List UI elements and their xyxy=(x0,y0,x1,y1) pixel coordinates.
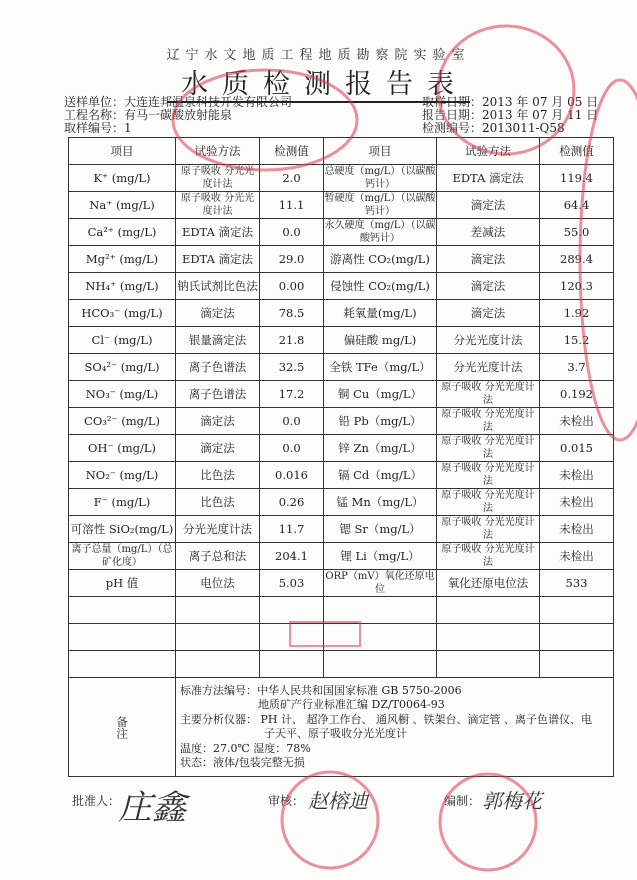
item-cell: SO₄²⁻ (mg/L) xyxy=(69,354,176,381)
item-cell: K⁺ (mg/L) xyxy=(69,165,176,192)
method-cell: EDTA 滴定法 xyxy=(437,165,540,192)
method-cell: EDTA 滴定法 xyxy=(176,219,260,246)
item-cell: 侵蚀性 CO₂(mg/L) xyxy=(324,273,437,300)
method-cell: 原子吸收 分光光度计法 xyxy=(437,381,540,408)
value-cell: 5.03 xyxy=(260,570,324,597)
item-cell: 铅 Pb（mg/L） xyxy=(324,408,437,435)
item-cell: 耗氧量(mg/L) xyxy=(324,300,437,327)
method-cell: 滴定法 xyxy=(437,246,540,273)
method-cell: 钠氏试剂比色法 xyxy=(176,273,260,300)
method-cell: 原子吸收 分光光度计法 xyxy=(437,435,540,462)
item-cell: 偏硅酸 mg/L) xyxy=(324,327,437,354)
table-row xyxy=(69,381,614,408)
method-cell: 分光光度计法 xyxy=(176,516,260,543)
value-cell: 64.4 xyxy=(540,192,614,219)
method-cell: EDTA 滴定法 xyxy=(176,246,260,273)
header-cell: 检测值 xyxy=(260,138,324,165)
value-cell: 11.1 xyxy=(260,192,324,219)
remarks-instruments-2: 子天平、原子吸收分光光度计 xyxy=(264,727,407,740)
item-cell: 镉 Cd（mg/L） xyxy=(324,462,437,489)
test-no-info xyxy=(422,122,565,135)
item-cell: CO₃²⁻ (mg/L) xyxy=(69,408,176,435)
item-cell: 可溶性 SiO₂(mg/L) xyxy=(69,516,176,543)
method-cell: 银量滴定法 xyxy=(176,327,260,354)
value-cell: 1.92 xyxy=(540,300,614,327)
item-cell: 锌 Zn（mg/L） xyxy=(324,435,437,462)
item-cell: NO₃⁻ (mg/L) xyxy=(69,381,176,408)
remarks-standard-2: 地质矿产行业标准汇编 DZ/T0064-93 xyxy=(258,698,445,711)
editor-signature: 郭梅花 xyxy=(482,789,542,813)
remarks-content xyxy=(176,678,614,777)
method-cell: 原子吸收 分光光度计法 xyxy=(176,192,260,219)
project-value: 有马一碳酸放射能泉 xyxy=(124,108,233,122)
value-cell: 未检出 xyxy=(540,543,614,570)
header-cell: 项目 xyxy=(324,138,437,165)
method-cell: 原子吸收 分光光度计法 xyxy=(437,516,540,543)
method-cell: 滴定法 xyxy=(437,300,540,327)
value-cell: 未检出 xyxy=(540,462,614,489)
header-cell: 检测值 xyxy=(540,138,614,165)
method-cell: 氧化还原电位法 xyxy=(437,570,540,597)
sample-no-info xyxy=(64,122,132,135)
sender-label: 送样单位： xyxy=(64,95,125,109)
method-cell: 原子吸收 分光光度计法 xyxy=(176,165,260,192)
item-cell: ORP（mV）氧化还原电位 xyxy=(325,571,435,595)
table-row xyxy=(69,165,614,192)
method-cell: 比色法 xyxy=(176,489,260,516)
item-cell: Cl⁻ (mg/L) xyxy=(69,327,176,354)
value-cell: 289.4 xyxy=(540,246,614,273)
method-cell: 原子吸收 分光光度计法 xyxy=(437,408,540,435)
organization-name: 辽宁水文地质工程地质勘察院实验室 xyxy=(166,48,471,63)
value-cell: 119.4 xyxy=(540,165,614,192)
value-cell: 78.5 xyxy=(260,300,324,327)
header-cell: 项目 xyxy=(69,138,176,165)
table-row xyxy=(69,543,614,570)
table-row xyxy=(69,570,614,597)
test-no-label: 检测编号： xyxy=(422,121,483,135)
value-cell: 0.00 xyxy=(260,273,324,300)
method-cell: 滴定法 xyxy=(176,435,260,462)
item-cell: pH 值 xyxy=(69,570,176,597)
table-row xyxy=(69,354,614,381)
empty-row xyxy=(69,651,614,678)
empty-row xyxy=(69,597,614,624)
editor-label: 编制： xyxy=(444,794,481,808)
sample-date-value: 2013 年 07 月 05 日 xyxy=(482,95,599,109)
item-cell: F⁻ (mg/L) xyxy=(69,489,176,516)
results-table xyxy=(68,137,614,777)
remarks-row xyxy=(69,678,614,777)
value-cell: 未检出 xyxy=(540,516,614,543)
empty-row xyxy=(69,624,614,651)
method-cell: 分光光度计法 xyxy=(437,327,540,354)
method-cell: 分光光度计法 xyxy=(437,354,540,381)
reviewer-label: 审核： xyxy=(268,794,305,808)
item-cell: 全铁 TFe（mg/L） xyxy=(324,354,437,381)
table-row xyxy=(69,408,614,435)
project-label: 工程名称： xyxy=(64,108,125,122)
item-cell: 游离性 CO₂(mg/L) xyxy=(324,246,437,273)
value-cell: 0.0 xyxy=(260,435,324,462)
table-row xyxy=(69,435,614,462)
table-row xyxy=(69,246,614,273)
report-date-value: 2013 年 07 月 11 日 xyxy=(482,108,599,122)
value-cell: 0.26 xyxy=(260,489,324,516)
sender-value: 大连连邦温泉科技开发有限公司 xyxy=(124,95,293,109)
value-cell: 29.0 xyxy=(260,246,324,273)
item-cell: 铜 Cu（mg/L） xyxy=(324,381,437,408)
method-cell: 离子总和法 xyxy=(176,543,260,570)
value-cell: 21.8 xyxy=(260,327,324,354)
approver-label: 批准人： xyxy=(72,794,121,808)
item-cell: 锶 Sr（mg/L） xyxy=(324,516,437,543)
remarks-standard: 标准方法编号：中华人民共和国国家标准 GB 5750-2006 xyxy=(180,683,462,697)
value-cell: 未检出 xyxy=(540,489,614,516)
table-row xyxy=(69,273,614,300)
item-cell: 离子总量（mg/L）（总矿化度） xyxy=(69,543,176,570)
table-row xyxy=(69,327,614,354)
header-cell: 试验方法 xyxy=(176,138,260,165)
value-cell: 0.192 xyxy=(540,381,614,408)
value-cell: 533 xyxy=(540,570,614,597)
method-cell: 比色法 xyxy=(176,462,260,489)
reviewer-signature: 赵榕迪 xyxy=(308,789,368,813)
item-cell: OH⁻ (mg/L) xyxy=(69,435,176,462)
table-row xyxy=(69,219,614,246)
value-cell: 0.016 xyxy=(260,462,324,489)
item-cell: 永久硬度（mg/L）（以碳酸钙计） xyxy=(324,220,436,244)
value-cell: 11.7 xyxy=(260,516,324,543)
method-cell: 滴定法 xyxy=(176,408,260,435)
value-cell: 0.015 xyxy=(540,435,614,462)
item-cell: Ca²⁺ (mg/L) xyxy=(69,219,176,246)
method-cell: 滴定法 xyxy=(176,300,260,327)
method-cell: 电位法 xyxy=(176,570,260,597)
method-cell: 离子色谱法 xyxy=(176,354,260,381)
value-cell: 204.1 xyxy=(260,543,324,570)
method-cell: 离子色谱法 xyxy=(176,381,260,408)
remarks-state: 状态：液体/包装完整无损 xyxy=(180,756,305,769)
item-cell: 锰 Mn（mg/L） xyxy=(324,489,437,516)
method-cell: 原子吸收 分光光度计法 xyxy=(437,462,540,489)
method-cell: 滴定法 xyxy=(437,273,540,300)
item-cell: 锂 Li（mg/L） xyxy=(324,543,437,570)
title-text: 水质检测报告表 xyxy=(167,69,470,103)
table-row xyxy=(69,462,614,489)
sample-no-value: 1 xyxy=(124,121,132,135)
item-cell: Mg²⁺ (mg/L) xyxy=(69,246,176,273)
value-cell: 3.7 xyxy=(540,354,614,381)
test-no-value: 2013011-Q58 xyxy=(482,121,565,135)
value-cell: 未检出 xyxy=(540,408,614,435)
item-cell: HCO₃⁻ (mg/L) xyxy=(69,300,176,327)
remarks-conditions: 温度：27.0℃ 湿度：78% xyxy=(180,741,311,755)
item-cell: NH₄⁺ (mg/L) xyxy=(69,273,176,300)
value-cell: 55.0 xyxy=(540,219,614,246)
table-row xyxy=(69,489,614,516)
table-row xyxy=(69,516,614,543)
sample-no-label: 取样编号： xyxy=(64,121,125,135)
method-cell: 滴定法 xyxy=(437,192,540,219)
method-cell: 原子吸收 分光光度计法 xyxy=(437,543,540,570)
item-cell: Na⁺ (mg/L) xyxy=(69,192,176,219)
method-cell: 差减法 xyxy=(437,219,540,246)
sample-date-label: 取样日期： xyxy=(422,95,483,109)
value-cell: 0.0 xyxy=(260,219,324,246)
method-cell: 原子吸收 分光光度计法 xyxy=(437,489,540,516)
value-cell: 2.0 xyxy=(260,165,324,192)
value-cell: 15.2 xyxy=(540,327,614,354)
remarks-instruments: 主要分析仪器： PH 计、 超净工作台、 通风橱 、铁架台、滴定管 、离子色谱仪、电 xyxy=(180,712,592,726)
table-row xyxy=(69,192,614,219)
value-cell: 120.3 xyxy=(540,273,614,300)
value-cell: 17.2 xyxy=(260,381,324,408)
report-date-label: 报告日期： xyxy=(422,108,483,122)
approver-signature: 庄鑫 xyxy=(118,788,186,828)
table-header-row xyxy=(69,138,614,165)
remarks-label: 备注 xyxy=(69,678,176,777)
table-row xyxy=(69,300,614,327)
item-cell: NO₂⁻ (mg/L) xyxy=(69,462,176,489)
value-cell: 32.5 xyxy=(260,354,324,381)
item-cell: 暂硬度（mg/L）（以碳酸钙计） xyxy=(324,193,436,217)
header-cell: 试验方法 xyxy=(437,138,540,165)
value-cell: 0.0 xyxy=(260,408,324,435)
item-cell: 总硬度（mg/L）（以碳酸钙计） xyxy=(324,166,436,190)
